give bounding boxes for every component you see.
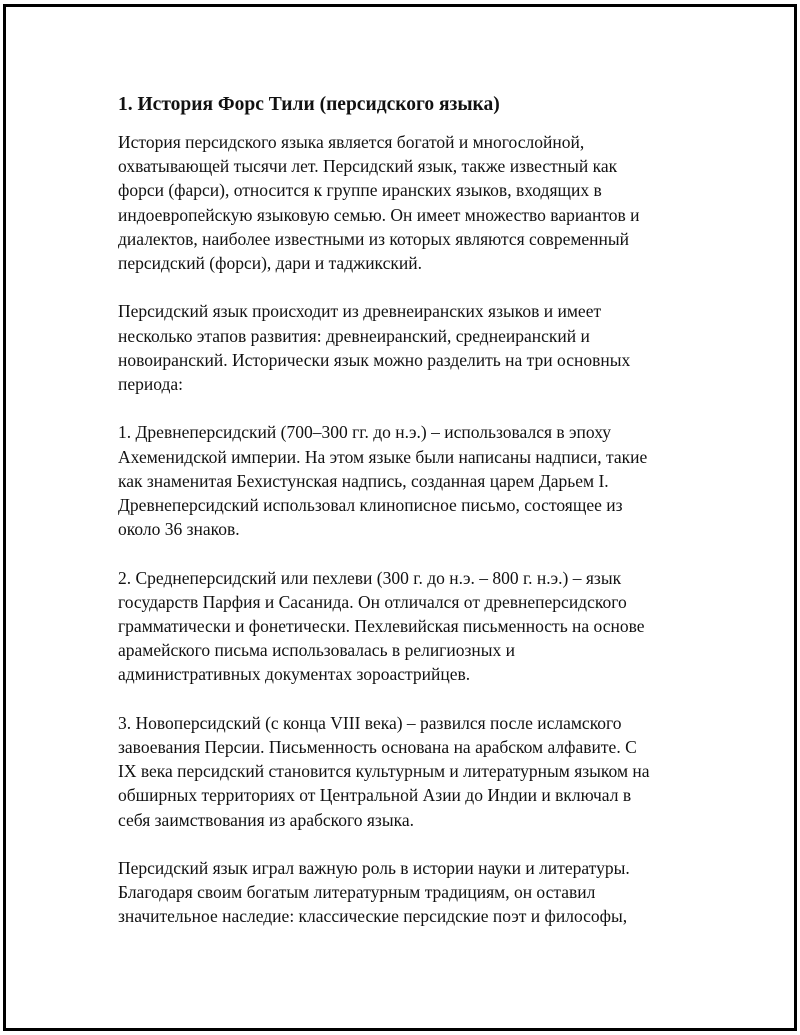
text-line: персидский (форси), дари и таджикский. <box>118 253 423 274</box>
text-line: завоевания Персии. Письменность основана на арабском алфавите. С <box>118 737 637 758</box>
text-line: периода: <box>118 374 184 395</box>
text-line: 3. Новоперсидский (с конца VIII века) – развился после исламского <box>118 712 622 733</box>
text-line: форси (фарси), относится к группе иранских языков, входящих в <box>118 180 602 201</box>
paragraph-new-persian <box>118 711 698 832</box>
text-line: Персидский язык происходит из древнеиранских языков и имеет <box>118 301 602 322</box>
text-line: IX века персидский становится культурным и литературным языком на <box>118 761 650 782</box>
text-line: административных документах зороастрийцев. <box>118 664 471 685</box>
document-body <box>118 92 698 953</box>
document-title: 1. История Форс Тили (персидского языка) <box>118 94 500 115</box>
paragraph-legacy <box>118 856 698 929</box>
paragraph-origins <box>118 299 698 396</box>
text-line: История персидского языка является богатой и многослойной, <box>118 132 585 152</box>
text-line: Древнеперсидский использовал клинописное письмо, состоящее из <box>118 495 623 516</box>
text-line: 1. Древнеперсидский (700–300 гг. до н.э.) – использовался в эпоху <box>118 422 612 443</box>
text-line: охватывающей тысячи лет. Персидский язык, также известный как <box>118 156 618 177</box>
text-line: значительное наследие: классические персидские поэт и философы, <box>118 906 628 927</box>
text-line: обширных территориях от Центральной Азии до Индии и включал в <box>118 785 632 806</box>
text-line: себя заимствования из арабского языка. <box>118 809 414 830</box>
text-line: 2. Среднеперсидский или пехлеви (300 г. до н.э. – 800 г. н.э.) – язык <box>118 567 622 588</box>
text-line: Персидский язык играл важную роль в истории науки и литературы. <box>118 858 630 879</box>
text-line: несколько этапов развития: древнеиранский, среднеиранский и <box>118 325 590 346</box>
paragraph-middle-persian <box>118 566 698 687</box>
text-line: новоиранский. Исторически язык можно разделить на три основных <box>118 349 631 370</box>
text-line: арамейского письма использовалась в религиозных и <box>118 640 516 661</box>
text-line: как знаменитая Бехистунская надпись, созданная царем Дарьем I. <box>118 470 609 491</box>
paragraph-old-persian <box>118 420 698 541</box>
paragraph-intro <box>118 130 698 275</box>
text-line: Благодаря своим богатым литературным традициям, он оставил <box>118 882 596 903</box>
text-line: Ахеменидской империи. На этом языке были написаны надписи, такие <box>118 446 648 467</box>
text-line: диалектов, наиболее известными из которых являются современный <box>118 228 630 249</box>
text-line: государств Парфия и Сасанида. Он отличался от древнеперсидского <box>118 591 627 612</box>
text-line: грамматически и фонетически. Пехлевийская письменность на основе <box>118 616 645 637</box>
text-line: около 36 знаков. <box>118 519 240 540</box>
text-line: индоевропейскую языковую семью. Он имеет множество вариантов и <box>118 204 640 225</box>
